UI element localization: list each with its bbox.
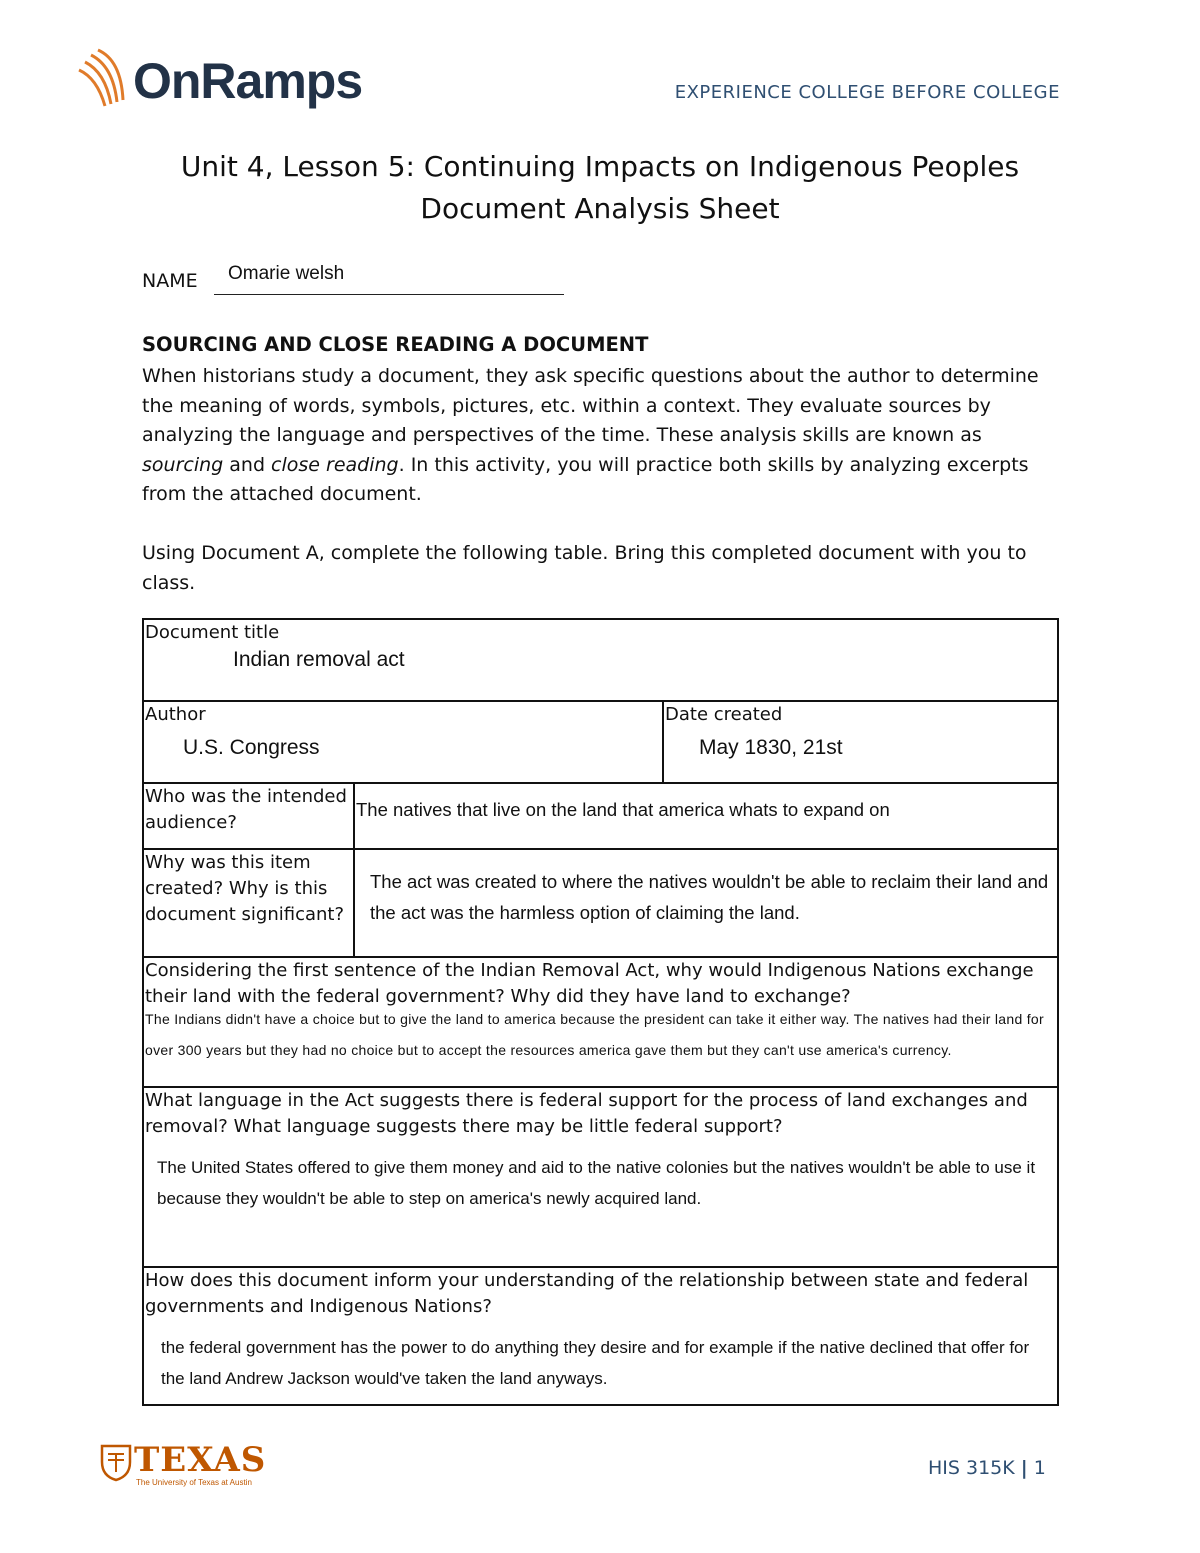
- texas-logo-text: TEXAS: [134, 1440, 267, 1480]
- row-why-created: [143, 849, 1058, 957]
- name-field[interactable]: Omarie welsh: [228, 263, 345, 284]
- why-label: Why was this item created? Why is this document significant?: [145, 852, 345, 925]
- audience-answer-cell[interactable]: [354, 783, 1058, 849]
- course-code: HIS 315K: [928, 1457, 1015, 1479]
- footer-separator: |: [1020, 1457, 1028, 1479]
- onramps-logo: [75, 48, 365, 123]
- intro-text: When historians study a document, they ask specific questions about the author to determine the meaning of words, symbols, pictures, etc. within a context. They evaluate sources by analyzing the language and perspectives of the time. These analysis skills are known as: [142, 365, 1039, 447]
- page-title: Unit 4, Lesson 5: Continuing Impacts on Indigenous Peoples: [180, 150, 1020, 183]
- author-value: U.S. Congress: [183, 736, 320, 759]
- question-3-cell[interactable]: [143, 1267, 1058, 1405]
- question-2-label: What language in the Act suggests there is federal support for the process of land exchanges and removal? What language suggests there may be little federal support?: [145, 1090, 1028, 1137]
- intro-text-end: . In this activity, you will practice both skills by analyzing excerpts from the attached document.: [142, 453, 1029, 506]
- analysis-table: [142, 618, 1059, 1406]
- term-sourcing: sourcing: [142, 453, 224, 476]
- question-3-label: How does this document inform your understanding of the relationship between state and federal governments and Indigenous Nations?: [145, 1270, 1029, 1317]
- page-footer-number: [928, 1457, 1046, 1479]
- intro-and: and: [223, 453, 272, 476]
- page-number: 1: [1033, 1457, 1046, 1479]
- tagline: EXPERIENCE COLLEGE BEFORE COLLEGE: [674, 82, 1060, 103]
- name-label: NAME: [142, 270, 198, 292]
- question-2-cell[interactable]: [143, 1087, 1058, 1267]
- texas-shield-icon: [100, 1444, 132, 1482]
- row-question-1: [143, 957, 1058, 1087]
- audience-label: Who was the intended audience?: [145, 786, 347, 833]
- texas-logo: [100, 1440, 267, 1490]
- document-title-label: Document title: [145, 622, 280, 643]
- question-2-answer: The United States offered to give them money and aid to the native colonies but the natives wouldn't be able to use it because they wouldn't be able to step on america's newly acquired land.: [157, 1158, 1036, 1208]
- question-3-answer: the federal government has the power to do anything they desire and for example if the native declined that offer for the land Andrew Jackson would've taken the land anyways.: [161, 1338, 1030, 1388]
- row-author-date: [143, 701, 1058, 783]
- audience-value: The natives that live on the land that america whats to expand on: [356, 799, 890, 820]
- question-1-cell[interactable]: [143, 957, 1058, 1087]
- author-cell[interactable]: [143, 701, 663, 783]
- document-title-value: Indian removal act: [233, 648, 405, 671]
- why-value: The act was created to where the natives wouldn't be able to reclaim their land and the act was the harmless option of claiming the land.: [370, 871, 1049, 923]
- row-document-title: [143, 619, 1058, 701]
- why-label-cell: [143, 849, 354, 957]
- row-audience: [143, 783, 1058, 849]
- question-1-answer: The Indians didn't have a choice but to give the land to america because the president can take it either way. The natives had their land for over 300 years but they had no choice but to accept the resources america gave them but they can't use america's currency.: [145, 1011, 1044, 1058]
- page-subtitle: Document Analysis Sheet: [420, 192, 780, 225]
- name-underline: [214, 294, 564, 295]
- onramps-logo-icon: [75, 48, 135, 118]
- document-title-cell[interactable]: [143, 619, 1058, 701]
- texas-logo-subtext: The University of Texas at Austin: [136, 1478, 252, 1487]
- term-close-reading: close reading: [271, 453, 399, 476]
- why-answer-cell[interactable]: [354, 849, 1058, 957]
- question-1-label: Considering the first sentence of the Indian Removal Act, why would Indigenous Nations exchange their land with the federal government? Why did they have land to exchange?: [145, 960, 1034, 1007]
- section-heading: SOURCING AND CLOSE READING A DOCUMENT: [142, 333, 649, 356]
- date-label: Date created: [665, 704, 783, 725]
- date-value: May 1830, 21st: [699, 736, 843, 759]
- date-cell[interactable]: [663, 701, 1058, 783]
- instructions-paragraph: Using Document A, complete the following table. Bring this completed document with you to class.: [142, 542, 1027, 594]
- intro-paragraph: [142, 362, 1062, 510]
- onramps-logo-text: OnRamps: [133, 53, 363, 109]
- audience-label-cell: [143, 783, 354, 849]
- row-question-3: [143, 1267, 1058, 1405]
- author-label: Author: [145, 704, 206, 725]
- row-question-2: [143, 1087, 1058, 1267]
